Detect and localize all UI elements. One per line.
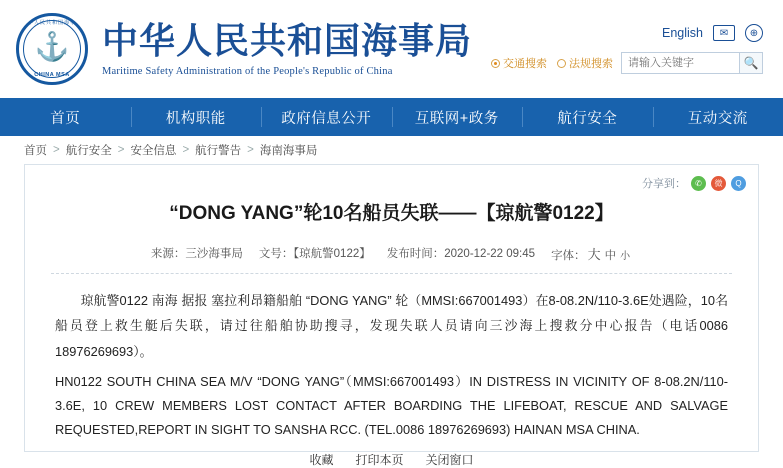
font-size-control (551, 244, 632, 263)
share-bar (25, 173, 758, 191)
search-scope-label-2: 法规搜索 (569, 55, 613, 71)
meta-source-value: 三沙海事局 (185, 248, 243, 260)
meta-divider (51, 273, 732, 274)
search-scope-label-1: 交通搜索 (503, 55, 547, 71)
search-button[interactable]: 🔍 (739, 52, 763, 74)
article-meta (25, 244, 758, 263)
breadcrumb-separator: > (53, 144, 60, 156)
breadcrumb-item-1[interactable]: 航行安全 (66, 142, 112, 158)
nav-item-navigation-safety[interactable]: 航行安全 (522, 98, 653, 136)
meta-docnum-value: 【琼航警0122】 (293, 248, 370, 260)
breadcrumb-separator: > (247, 144, 254, 156)
meta-time-value: 2020-12-22 09:45 (444, 248, 535, 260)
favorite-button[interactable]: 收藏 (309, 451, 333, 468)
font-size-large[interactable]: 大 (588, 247, 601, 262)
site-title-cn: 中华人民共和国海事局 (102, 21, 472, 62)
header-right (491, 24, 767, 74)
logo-ring (23, 20, 81, 78)
print-button[interactable]: 打印本页 (355, 451, 403, 468)
search-wrap (621, 52, 763, 74)
nav-item-home[interactable]: 首页 (0, 98, 131, 136)
article-body (55, 288, 728, 442)
meta-docnum-label: 文号： (259, 248, 294, 260)
font-size-small[interactable]: 小 (620, 251, 630, 262)
meta-source (151, 245, 243, 261)
close-window-button[interactable]: 关闭窗口 (426, 451, 474, 468)
article-paragraph-cn: 琼航警0122 南海 据报 塞拉利昂籍船舶 “DONG YANG” 轮（MMSI:667001493）在8-08.2N/110-3.6E处遇险，10名船员登上救生艇后失联，请过往船舶协助搜寻，发现失联人员请向三沙海上搜救分中心报告（电话0086 18976269693）。 (55, 288, 728, 365)
logo-top-text: 中华人民共和国海事局 (19, 19, 85, 26)
weibo-icon[interactable]: 微 (711, 176, 726, 191)
wechat-icon[interactable]: ✆ (691, 176, 706, 191)
search-scope-option-1[interactable] (491, 55, 547, 71)
breadcrumb-separator: > (118, 144, 125, 156)
search-scope-option-2[interactable] (557, 55, 613, 71)
site-header (0, 0, 783, 98)
breadcrumb-item-0[interactable]: 首页 (24, 142, 47, 158)
page-title: “DONG YANG”轮10名船员失联——【琼航警0122】 (43, 201, 740, 228)
nav-item-internet-plus[interactable]: 互联网+政务 (392, 98, 523, 136)
msa-logo (16, 13, 88, 85)
globe-icon[interactable]: ⊕ (745, 24, 763, 42)
nav-item-government-info[interactable]: 政府信息公开 (261, 98, 392, 136)
search-input[interactable] (621, 52, 739, 74)
breadcrumb-item-4[interactable]: 海南海事局 (260, 142, 318, 158)
breadcrumb-separator: > (182, 144, 189, 156)
meta-source-label: 来源： (151, 248, 186, 260)
radio-dot-icon (557, 59, 566, 68)
breadcrumb (0, 136, 783, 164)
content-wrap (0, 164, 783, 452)
anchor-icon: ⚓ (35, 33, 70, 61)
search-row (491, 52, 763, 74)
share-label: 分享到： (642, 175, 686, 191)
breadcrumb-item-2[interactable]: 安全信息 (130, 142, 176, 158)
radio-dot-icon (491, 59, 500, 68)
font-size-medium[interactable]: 中 (605, 250, 617, 262)
meta-docnum (259, 245, 371, 261)
meta-time (387, 245, 535, 261)
mail-icon[interactable]: ✉ (713, 25, 735, 41)
font-size-label: 字体： (551, 250, 586, 262)
logo-bottom-text: CHINA MSA (19, 72, 85, 78)
site-title-block (102, 21, 472, 77)
article-actions (25, 451, 758, 468)
header-utility-links (662, 24, 763, 42)
nav-item-interaction[interactable]: 互动交流 (653, 98, 783, 136)
search-scope-group (491, 55, 613, 71)
english-link[interactable]: English (662, 26, 703, 40)
qzone-icon[interactable]: Q (731, 176, 746, 191)
breadcrumb-item-3[interactable]: 航行警告 (195, 142, 241, 158)
main-nav (0, 98, 783, 136)
site-title-en: Maritime Safety Administration of the People's Republic of China (102, 66, 472, 77)
nav-item-functions[interactable]: 机构职能 (131, 98, 262, 136)
meta-time-label: 发布时间： (387, 248, 445, 260)
article-paragraph-en: HN0122 SOUTH CHINA SEA M/V “DONG YANG”（MMSI:667001493）IN DISTRESS IN VICINITY OF 8-08.2N/110-3.6E, 10 CREW MEMBERS LOST CONTACT AFTER BOARDING THE LIFEBOAT, RESCUE AND SALVAGE REQUESTED,REPORT IN SIGHT TO SANSHA RCC. (TEL.0086 18976269693) HAINAN MSA CHINA. (55, 370, 728, 441)
article-card (24, 164, 759, 452)
